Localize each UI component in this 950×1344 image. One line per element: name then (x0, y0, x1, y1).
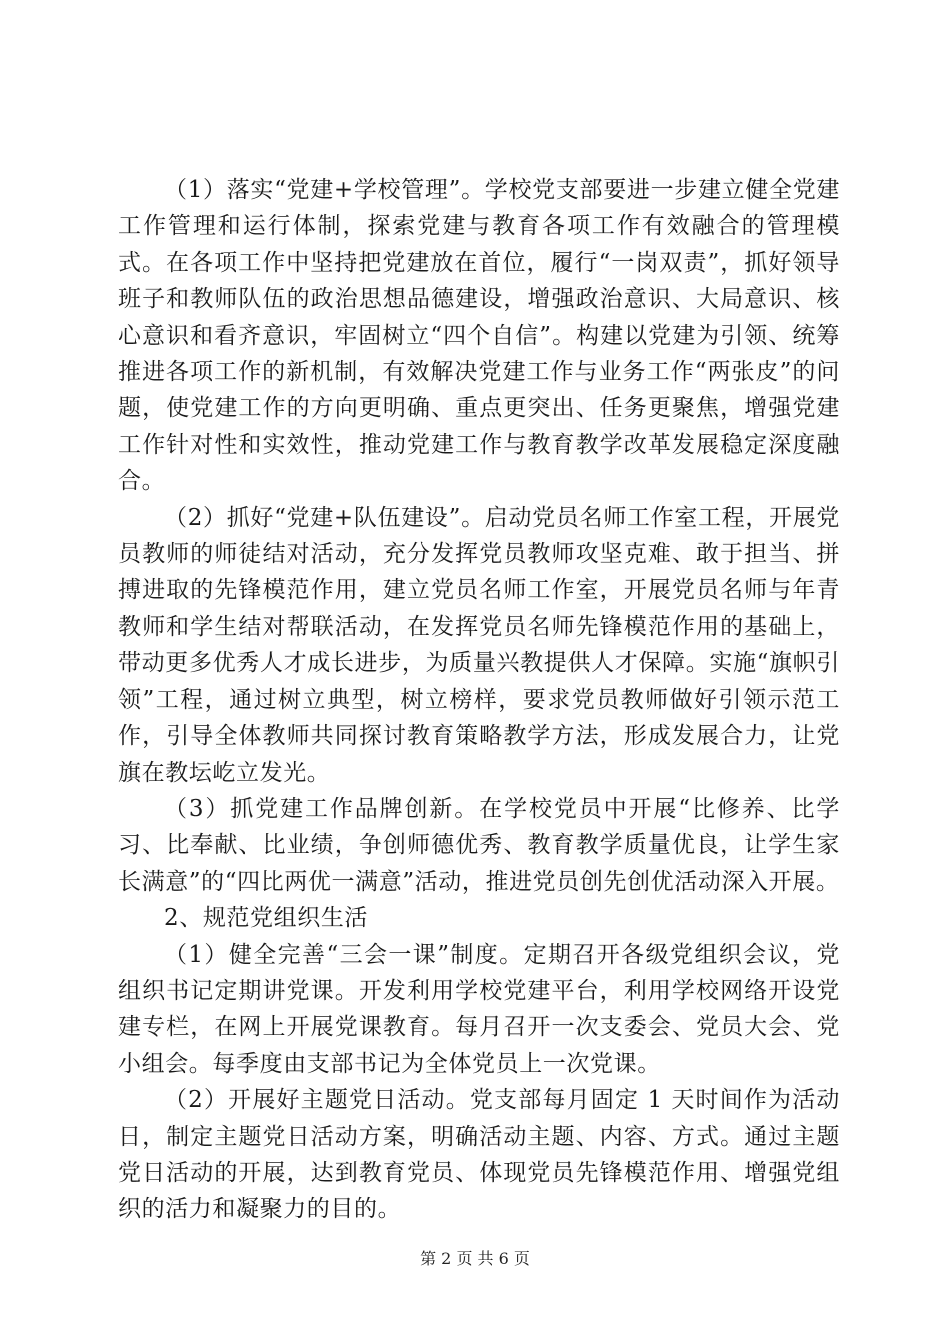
page-number-footer: 第 2 页 共 6 页 (420, 1249, 530, 1268)
section-heading: 2、规范党组织生活 (164, 905, 369, 932)
paragraph-party-school-management: （1）落实“党建+学校管理”。学校党支部要进一步建立健全党建工作管理和运行体制，探索党建与教育各项工作有效融合的管理模式。在各项工作中坚持把党建放在首位，履行“一岗双责”，抓好领导班子和教师队伍的政治思想品德建设，增强政治意识、大局意识、核心意识和看齐意识，牢固树立“四个自信”。构建以党建为引领、统筹推进各项工作的新机制，有效解决党建工作与业务工作“两张皮”的问题，使党建工作的方向更明确、重点更突出、任务更聚焦，增强党建工作针对性和实效性，推动党建工作与教育教学改革发展稳定深度融合。 (118, 177, 840, 495)
paragraph-three-meetings-one-lesson: （1）健全完善“三会一课”制度。定期召开各级党组织会议，党组织书记定期讲党课。开发利用学校党建平台，利用学校网络开设党建专栏，在网上开展党课教育。每月召开一次支委会、党员大会、党小组会。每季度由支部书记为全体党员上一次党课。 (118, 941, 840, 1077)
paragraph-party-team-building: （2）抓好“党建+队伍建设”。启动党员名师工作室工程，开展党员教师的师徒结对活动，充分发挥党员教师攻坚克难、敢于担当、拼搏进取的先锋模范作用，建立党员名师工作室，开展党员名师与年青教师和学生结对帮联活动，在发挥党员名师先锋模范作用的基础上，带动更多优秀人才成长进步，为质量兴教提供人才保障。实施“旗帜引领”工程，通过树立典型，树立榜样，要求党员教师做好引领示范工作，引导全体教师共同探讨教育策略教学方法，形成发展合力，让党旗在教坛屹立发光。 (118, 504, 840, 786)
paragraph-theme-party-day: （2）开展好主题党日活动。党支部每月固定 1 天时间作为活动日，制定主题党日活动方案，明确活动主题、内容、方式。通过主题党日活动的开展，达到教育党员、体现党员先锋模范作用、增强党组织的活力和凝聚力的目的。 (118, 1087, 840, 1223)
document-body (118, 172, 840, 1228)
paragraph-party-brand-innovation: （3）抓党建工作品牌创新。在学校党员中开展“比修养、比学习、比奉献、比业绩，争创师德优秀、教育教学质量优良，让学生家长满意”的“四比两优一满意”活动，推进党员创先创优活动深入开展。 (118, 795, 840, 895)
